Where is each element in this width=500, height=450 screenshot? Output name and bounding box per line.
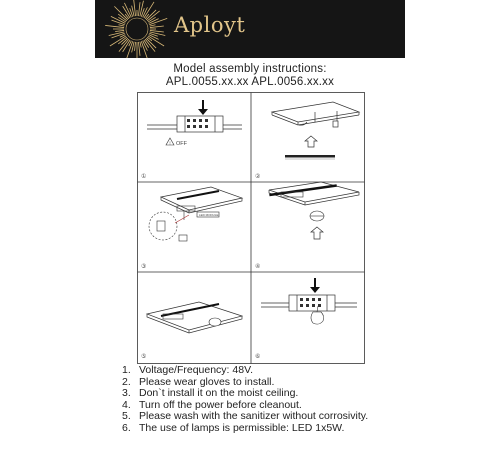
brand-name: Aployt [174,13,246,37]
note-item: 4. Turn off the power before cleanout. [122,398,302,411]
note-item: 5. Please wash with the sanitizer without corrosivity. [122,410,369,423]
model-numbers: APL.0055.xx.xx APL.0056.xx.xx [165,76,335,88]
instructions-title: Model assembly instructions: [173,63,327,75]
step-4-panel [255,182,359,270]
installation-notes [122,365,368,435]
step-6-panel [255,278,357,360]
brand-banner [95,0,405,58]
note-item: 6. The use of lamps is permissible: LED 1x5W. [122,421,345,434]
step-5-number: ⑤ [141,353,147,360]
step-3-number: ③ [141,263,147,270]
note-item: 1. Voltage/Frequency: 48V. [122,364,254,376]
step-3-panel [141,187,242,270]
arrow-up-icon [311,227,323,239]
step-1-panel [141,100,242,180]
power-off-label: OFF [176,141,187,147]
warning-icon [166,138,174,146]
note-item: 2. Please wear gloves to install. [122,375,275,388]
svg-text:!: ! [169,140,171,146]
arrow-down-icon [198,100,208,115]
step-6-number: ⑥ [255,353,261,360]
step-2-panel [255,102,359,180]
assembly-steps-grid [137,92,365,364]
note-item: 3. Don`t install it on the moist ceiling. [122,387,299,400]
step-2-number: ② [255,173,261,180]
sun-burst-icon [95,0,405,58]
svg-text:LED MODULE: LED MODULE [199,213,219,217]
step-5-panel [141,302,242,360]
arrow-up-icon [305,136,317,147]
step-4-number: ④ [255,263,261,270]
arrow-down-icon [310,278,320,293]
step-1-number: ① [141,173,147,180]
